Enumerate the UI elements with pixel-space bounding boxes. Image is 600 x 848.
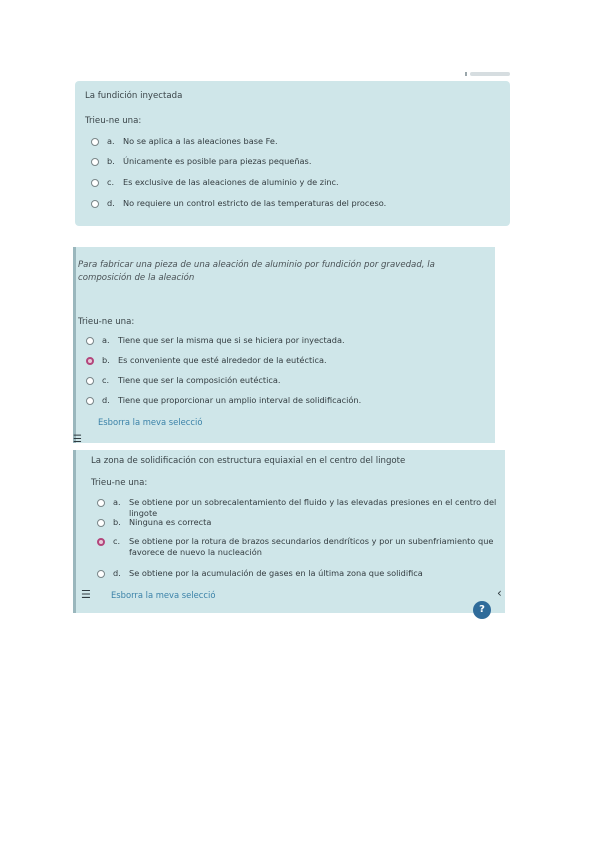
list-icon[interactable]: ☰ bbox=[81, 588, 91, 601]
radio-button[interactable] bbox=[91, 138, 99, 146]
option-letter: a. bbox=[107, 136, 115, 146]
clear-selection-link[interactable]: Esborra la meva selecció bbox=[111, 590, 216, 600]
answer-prompt: Trieu-ne una: bbox=[78, 317, 135, 327]
option-c[interactable] bbox=[91, 177, 339, 188]
option-c[interactable] bbox=[86, 375, 280, 386]
option-letter: a. bbox=[113, 497, 121, 507]
radio-button[interactable] bbox=[86, 397, 94, 405]
option-text: Tiene que ser la composición eutéctica. bbox=[118, 375, 281, 385]
option-letter: d. bbox=[102, 395, 110, 405]
question-card-1 bbox=[75, 81, 510, 226]
option-letter: c. bbox=[102, 375, 110, 385]
option-text: Tiene que proporcionar un amplio interval de solidificación. bbox=[118, 395, 362, 405]
option-text: Es exclusive de las aleaciones de aluminio y de zinc. bbox=[123, 177, 339, 187]
option-text: No requiere un control estricto de las temperaturas del proceso. bbox=[123, 198, 387, 208]
option-letter: d. bbox=[113, 568, 121, 578]
radio-button[interactable] bbox=[97, 499, 105, 507]
radio-button[interactable] bbox=[97, 519, 105, 527]
option-letter: d. bbox=[107, 198, 115, 208]
topbar-tick bbox=[465, 72, 467, 76]
option-letter: c. bbox=[113, 536, 121, 546]
list-icon[interactable]: ☰ bbox=[73, 434, 82, 445]
option-b[interactable] bbox=[86, 355, 327, 366]
option-text: Tiene que ser la misma que si se hiciera por inyectada. bbox=[118, 335, 345, 345]
option-a[interactable] bbox=[97, 497, 497, 519]
radio-button[interactable] bbox=[97, 570, 105, 578]
option-d[interactable] bbox=[91, 198, 386, 209]
option-letter: a. bbox=[102, 335, 110, 345]
option-text: Únicamente es posible para piezas pequeñas. bbox=[123, 156, 312, 166]
question-text: Para fabricar una pieza de una aleación de aluminio por fundición por gravedad, la composición de la aleación bbox=[78, 260, 435, 283]
question-card-3 bbox=[73, 450, 505, 613]
option-a[interactable] bbox=[91, 136, 278, 147]
top-scroll-indicator bbox=[470, 72, 510, 76]
radio-button-selected[interactable] bbox=[97, 538, 105, 546]
option-text: Se obtiene por la rotura de brazos secundarios dendríticos y por un subenfriamiento que favorece de nuevo la nucleación bbox=[129, 536, 494, 557]
option-letter: b. bbox=[113, 517, 121, 527]
radio-button[interactable] bbox=[91, 158, 99, 166]
answer-prompt: Trieu-ne una: bbox=[91, 478, 148, 488]
help-icon[interactable]: ? bbox=[473, 601, 491, 619]
option-d[interactable] bbox=[97, 568, 423, 579]
option-text: Se obtiene por un sobrecalentamiento del fluido y las elevadas presiones en el centro del lingote bbox=[129, 497, 497, 518]
chevron-left-icon[interactable]: ‹ bbox=[497, 586, 502, 600]
radio-button-selected[interactable] bbox=[86, 357, 94, 365]
option-letter: b. bbox=[107, 156, 115, 166]
option-b[interactable] bbox=[97, 517, 211, 528]
option-d[interactable] bbox=[86, 395, 361, 406]
option-text: No se aplica a las aleaciones base Fe. bbox=[123, 136, 278, 146]
radio-button[interactable] bbox=[86, 337, 94, 345]
radio-button[interactable] bbox=[86, 377, 94, 385]
option-text: Es conveniente que esté alrededor de la eutéctica. bbox=[118, 355, 327, 365]
option-text: Ninguna es correcta bbox=[129, 517, 212, 527]
option-letter: c. bbox=[107, 177, 115, 187]
radio-button[interactable] bbox=[91, 179, 99, 187]
question-text: La fundición inyectada bbox=[85, 91, 183, 101]
option-b[interactable] bbox=[91, 156, 311, 167]
question-text: La zona de solidificación con estructura equiaxial en el centro del lingote bbox=[91, 456, 406, 466]
radio-button[interactable] bbox=[91, 200, 99, 208]
clear-selection-link[interactable]: Esborra la meva selecció bbox=[98, 417, 203, 427]
option-letter: b. bbox=[102, 355, 110, 365]
option-c[interactable] bbox=[97, 536, 502, 558]
option-text: Se obtiene por la acumulación de gases en la última zona que solidifica bbox=[129, 568, 423, 578]
option-a[interactable] bbox=[86, 335, 345, 346]
answer-prompt: Trieu-ne una: bbox=[85, 116, 142, 126]
question-card-2 bbox=[73, 247, 495, 443]
